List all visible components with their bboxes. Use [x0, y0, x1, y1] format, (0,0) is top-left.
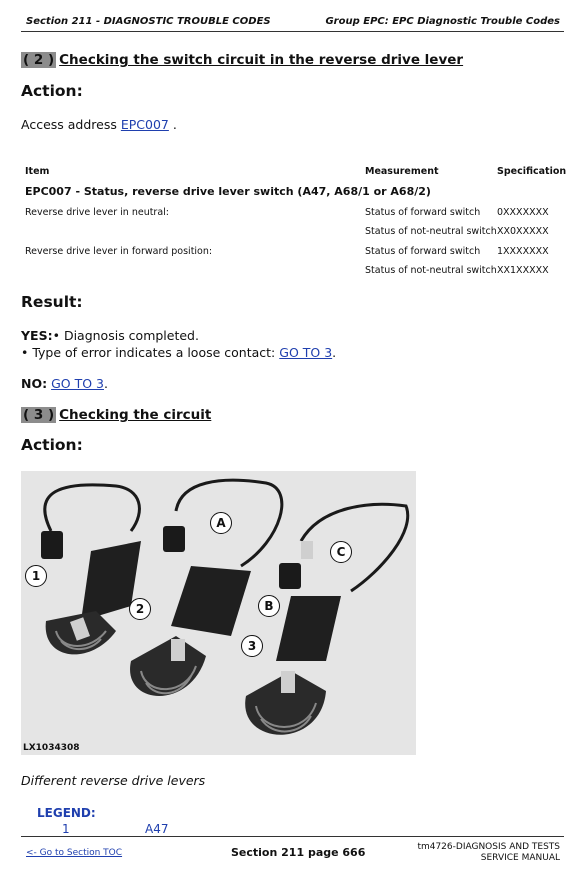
table-header-item: Item — [25, 166, 50, 177]
no-suffix: . — [103, 376, 108, 391]
table-cell-measurement: Status of not-neutral switch — [365, 265, 497, 276]
table-cell-specification: XX1XXXXX — [497, 265, 549, 276]
step-2-heading — [21, 52, 463, 68]
callout-1: 1 — [25, 565, 47, 587]
header-section-title: Section 211 - DIAGNOSTIC TROUBLE CODES — [26, 16, 271, 27]
table-group-title: EPC007 - Status, reverse drive lever switch (A47, A68/1 or A68/2) — [25, 185, 431, 198]
step-2-title: Checking the switch circuit in the reverse drive lever — [59, 52, 464, 68]
table-header-specification: Specification — [497, 166, 567, 177]
go-to-3-link[interactable]: GO TO 3 — [279, 345, 333, 360]
table-header-measurement: Measurement — [365, 166, 439, 177]
table-cell-measurement: Status of forward switch — [365, 207, 481, 218]
manual-title — [417, 842, 560, 864]
access-address-line — [21, 117, 177, 132]
step-3-heading — [21, 407, 211, 423]
yes-text-1: • Diagnosis completed. — [52, 328, 199, 343]
legend-title: LEGEND: — [37, 806, 96, 820]
table-cell-measurement: Status of forward switch — [365, 246, 481, 257]
callout-a: A — [210, 512, 232, 534]
result-yes-line-2 — [21, 345, 336, 360]
table-cell-item: Reverse drive lever in neutral: — [25, 207, 170, 218]
page-number: Section 211 page 666 — [231, 846, 366, 859]
no-go-to-3-link[interactable]: GO TO 3 — [51, 376, 104, 391]
step-3-title: Checking the circuit — [59, 407, 212, 423]
step-2-action-heading: Action: — [21, 82, 83, 100]
table-cell-specification: XX0XXXXX — [497, 226, 549, 237]
section-toc-link[interactable]: <- Go to Section TOC — [26, 848, 123, 858]
result-no-line — [21, 376, 108, 391]
manual-title-line-2: SERVICE MANUAL — [480, 853, 560, 863]
no-label: NO: — [21, 376, 48, 391]
step-3-number: ( 3 ) — [23, 407, 55, 423]
epc007-link[interactable]: EPC007 — [120, 117, 169, 132]
table-cell-specification: 0XXXXXXX — [497, 207, 549, 218]
callout-b: B — [258, 595, 280, 617]
result-yes-line-1 — [21, 328, 199, 343]
figure-caption: Different reverse drive levers — [21, 773, 206, 788]
manual-title-line-1: tm4726-DIAGNOSIS AND TESTS — [417, 842, 560, 852]
table-cell-item: Reverse drive lever in forward position: — [25, 246, 213, 257]
reverse-drive-levers-figure — [21, 471, 416, 755]
callout-2: 2 — [129, 598, 151, 620]
legend-item-label: A47 — [145, 822, 169, 836]
figure-id-label: LX1034308 — [23, 743, 80, 753]
table-cell-specification: 1XXXXXXX — [497, 246, 549, 257]
table-cell-measurement: Status of not-neutral switch — [365, 226, 497, 237]
step-2-number: ( 2 ) — [23, 52, 55, 68]
access-suffix: . — [172, 117, 177, 132]
callout-c: C — [330, 541, 352, 563]
callout-3: 3 — [241, 635, 263, 657]
access-prefix: Access address — [21, 117, 117, 132]
result-heading: Result: — [21, 293, 83, 311]
header-group-title: Group EPC: EPC Diagnostic Trouble Codes — [325, 16, 560, 27]
yes-suffix: . — [332, 345, 337, 360]
footer-divider — [21, 836, 564, 837]
yes-text-2: • Type of error indicates a loose contact: — [21, 345, 276, 360]
legend-item-number: 1 — [62, 822, 70, 836]
step-3-action-heading: Action: — [21, 436, 83, 454]
header-divider — [21, 31, 564, 32]
yes-label: YES: — [21, 328, 53, 343]
